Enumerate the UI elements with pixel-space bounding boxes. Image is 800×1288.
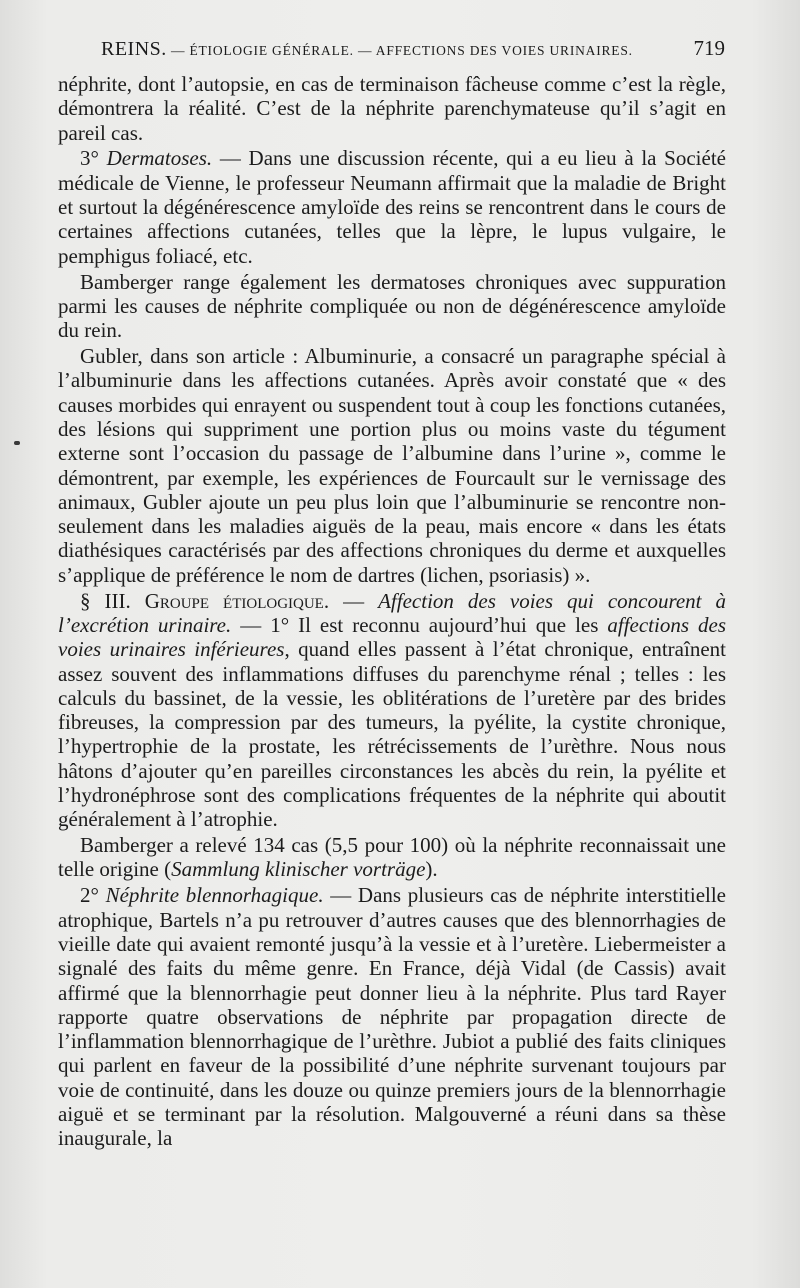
- blennorhagique-number: 2°: [80, 883, 106, 908]
- section-group-label: Groupe étiologique.: [144, 588, 330, 613]
- body-text: [58, 72, 726, 1151]
- paragraph-blennorhagique: [58, 883, 726, 1150]
- header-title-main: REINS.: [101, 38, 167, 60]
- paragraph-dermatoses-heading: Dermatoses.: [106, 146, 213, 171]
- paragraph-section-iii: [58, 589, 726, 832]
- paragraph-dermatoses: [58, 146, 726, 267]
- paragraph-bamberger-dermatoses: Bamberger range également les dermatoses chroniques avec suppuration parmi les causes de néphrite compliquée ou non de dégénérescence amyloïde du rein.: [58, 269, 726, 343]
- bamberger-cases-text: Bamberger a relevé 134 cas (5,5 pour 100) où la néphrite reconnaissait une telle origine (: [58, 833, 726, 882]
- section-text-rest: , quand elles passent à l’état chronique, entraînent assez souvent des inflammations diffuses du parenchyme rénal ; telles : les calculs du bassinet, de la vessie, les oblitérations de l’uretère par des brides fibreuses, la compression par des tumeurs, la pyélite, la cystite chronique, l’hypertrophie de la prostate, les rétrécissements de l’urèthre. Nous nous hâtons d’ajouter qu’en pareilles circonstances les abcès du rein, la pyélite et l’hydronéphrose sont des complications fréquentes de la néphrite qui aboutit généralement à l’atrophie.: [58, 637, 726, 832]
- section-number: § III.: [80, 588, 145, 613]
- paragraph-dermatoses-number: 3°: [80, 146, 107, 171]
- margin-mark: [14, 441, 20, 445]
- running-header: [101, 36, 725, 66]
- bamberger-cases-citation: Sammlung klinischer vorträge: [171, 857, 426, 882]
- section-dash: —: [329, 588, 379, 613]
- section-heading: Affection des voies qui concourent à l’excrétion urinaire.: [58, 588, 727, 637]
- section-text-mid: — 1° Il est reconnu aujourd’hui que les: [231, 612, 608, 637]
- paragraph-dermatoses-text: — Dans une discussion récente, qui a eu lieu à la Société médicale de Vienne, le professeur Neumann affirmait que la maladie de Bright et surtout la dégénérescence amyloïde des reins se rencontrent dans le cours de certaines affections cutanées, telles que la lèpre, le lupus vulgaire, le pemphigus foliacé, etc.: [58, 146, 726, 268]
- blennorhagique-heading: Néphrite blennorhagique.: [105, 883, 324, 908]
- section-emphasis: affections des voies urinaires inférieures: [58, 612, 726, 662]
- paragraph-1: néphrite, dont l’autopsie, en cas de terminaison fâcheuse comme c’est la règle, démontrera la réalité. C’est de la néphrite parenchymateuse qu’il s’agit en pareil cas.: [58, 72, 726, 145]
- paragraph-bamberger-cases: [58, 833, 726, 882]
- bamberger-cases-end: ).: [425, 857, 438, 882]
- blennorhagique-text: — Dans plusieurs cas de néphrite interstitielle atrophique, Bartels n’a pu retrouver d’autres causes que des blennorrhagies de vieille date qui avaient remonté jusqu’à la vessie et à l’uretère. Liebermeister a signalé des faits du même genre. En France, déjà Vidal (de Cassis) avait affirmé que la blennorrhagie peut donner lieu à la néphrite. Plus tard Rayer rapporte quatre observations de néphrite par propagation directe de l’inflammation blennorrhagique de l’urèthre. Jubiot a publié des faits cliniques qui parlent en faveur de la possibilité d’une néphrite survenant toujours par voie de continuité, dans les douze ou quinze premiers jours de la blennorrhagie aiguë et se terminant par la résolution. Malgouverné a réuni dans sa thèse inaugurale, la: [58, 883, 727, 1151]
- header-title-subjects: — ÉTIOLOGIE GÉNÉRALE. — AFFECTIONS DES VOIES URINAIRES.: [166, 43, 633, 58]
- paragraph-gubler: Gubler, dans son article : Albuminurie, a consacré un paragraphe spécial à l’albuminurie dans les affections cutanées. Après avoir constaté que « des causes morbides qui enrayent ou suspendent tout à coup les fonctions cutanées, des lésions qui suppriment une portion plus ou moins vaste du tégument externe sont l’occasion du passage de l’albumine dans l’urine », comme le démontrent, par exemple, les expériences de Fourcault sur le vernissage des animaux, Gubler ajoute un peu plus loin que l’albuminurie se rencontre non-seulement dans les maladies aiguës de la peau, mais encore « dans les états diathésiques caractérisés par des affections chroniques du derme et auxquelles s’applique de préférence le nom de dartres (lichen, psoriasis) ».: [58, 344, 726, 587]
- page-number: 719: [693, 36, 725, 60]
- header-title: [101, 38, 633, 61]
